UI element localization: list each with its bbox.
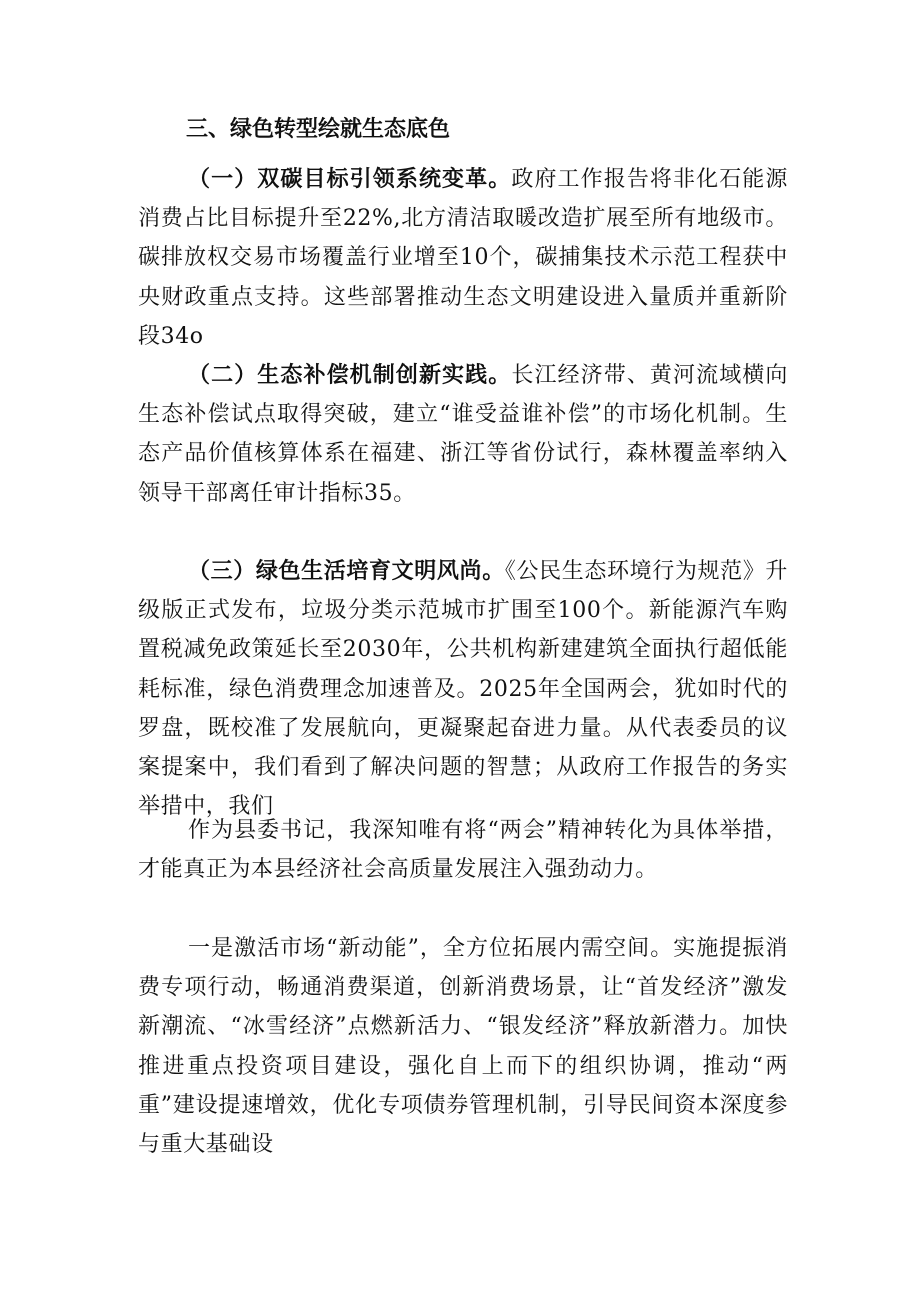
paragraph-green-living <box>138 552 788 826</box>
paragraph-body: 一是激活市场“新动能”，全方位拓展内需空间。实施提振消费专项行动，畅通消费渠道，创新消费场景，让“首发经济”激发新潮流、“冰雪经济”点燃新活力、“银发经济”释放新潜力。加快推进重点投资项目建设，强化自上而下的组织协调，推动“两重”建设提速增效，优化专项债券管理机制，引导民间资本深度参与重大基础设 <box>138 936 788 1158</box>
paragraph-eco-compensation <box>138 356 788 513</box>
paragraph-body: 作为县委书记，我深知唯有将“两会”精神转化为具体举措，才能真正为本县经济社会高质量发展注入强劲动力。 <box>138 818 788 883</box>
paragraph-lead: （三）绿色生活培育文明风尚。 <box>188 558 505 584</box>
section-heading: 三、绿色转型绘就生态底色 <box>186 116 451 142</box>
paragraph-market-momentum <box>138 929 788 1164</box>
paragraph-body: 《公民生态环境行为规范》升级版正式发布，垃圾分类示范城市扩围至100个。新能源汽车购置税减免政策延长至2030年，公共机构新建建筑全面执行超低能耗标准，绿色消费理念加速普及。2025年全国两会，犹如时代的罗盘，既校准了发展航向，更凝聚起奋进力量。从代表委员的议案提案中，我们看到了解决问题的智慧；从政府工作报告的务实举措中，我们 <box>138 559 788 820</box>
paragraph-county-secretary <box>138 811 788 889</box>
paragraph-body: 政府工作报告将非化石能源消费占比目标提升至22%,北方清洁取暖改造扩展至所有地级市。碳排放权交易市场覆盖行业增至10个，碳捕集技术示范工程获中央财政重点支持。这些部署推动生态文明建设进入量质并重新阶段34o <box>138 167 788 349</box>
paragraph-dual-carbon <box>138 160 788 356</box>
paragraph-lead: （二）生态补偿机制创新实践。 <box>188 362 512 388</box>
paragraph-body: 长江经济带、黄河流域横向生态补偿试点取得突破，建立“谁受益谁补偿”的市场化机制。生态产品价值核算体系在福建、浙江等省份试行，森林覆盖率纳入领导干部离任审计指标35。 <box>138 363 788 506</box>
paragraph-lead: （一）双碳目标引领系统变革。 <box>188 166 512 192</box>
